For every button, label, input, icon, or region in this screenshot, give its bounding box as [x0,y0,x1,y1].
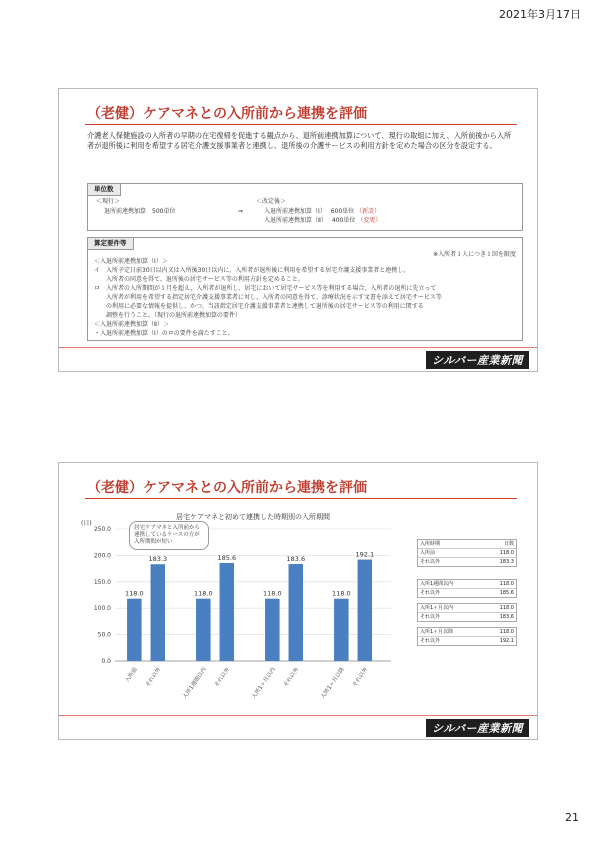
revised-label: ＜改定後＞ [256,198,287,205]
side-table-row: 入所時期 日数 [420,541,514,547]
requirement-line: 入所者が利用を希望する指定居宅介護支援事業者に対し、入所者の同意を得て、診療状況を示す文書を添えて居宅サービス等 [94,294,442,301]
side-table-row: 入所1ヶ月以降 118.0 [420,629,514,635]
side-table-row: それ以外 183.3 [420,559,514,565]
side-table-row: それ以外 183.6 [420,614,514,620]
chart-callout: 居宅ケアマネと入所前から連携しているケースの方が入所期間が短い [129,521,209,550]
data-label: 118.0 [125,589,144,598]
requirement-line: ＜入退所前連携加算（Ⅱ）＞ [94,321,169,328]
side-table-row: それ以外 185.6 [420,590,514,596]
side-table-2 [417,579,517,598]
x-tick-label: それ以外 [213,666,232,689]
current-item: 退所前連携加算 500単位 [104,208,176,215]
x-tick-label: 入所1週間以内 [182,666,208,701]
chart-area [77,507,399,711]
bar [220,563,234,661]
footer-rule [59,347,537,348]
brand-logo: シルバー産業新聞 [426,351,529,369]
bar [127,599,141,661]
unit-box-heading: 単位数 [88,184,121,196]
requirements-note: ※入所者１人につき１回を限度 [433,251,516,258]
x-tick-label: 入所1ヶ月以降 [320,666,346,701]
side-table-row: 入所前 118.0 [420,550,514,556]
y-tick-label: 200.0 [93,552,111,560]
side-table-3 [417,603,517,622]
footer-rule [59,715,537,716]
data-label: 183.6 [286,555,306,564]
slide-2 [58,462,538,740]
bar [334,599,348,661]
brand-logo: シルバー産業新聞 [426,719,529,737]
x-tick-label: 入所前 [124,666,139,684]
requirement-line: ロ 入所者の入所期間が１月を超え、入所者が退所し、居宅において居宅サービス等を利用する場合、入所者の退所に先立って [94,285,437,292]
slide-title: （老健）ケアマネとの入所前から連携を評価 [87,106,367,122]
requirements-box [87,237,523,341]
revised-item-2: 入退所前連携加算（Ⅱ） 400単位 （変更） [264,217,382,224]
bar [265,599,279,661]
slide-1 [58,88,538,372]
y-tick-label: 150.0 [93,578,111,586]
side-table-1 [417,539,517,567]
requirement-line: ＜入退所前連携加算（Ⅰ）＞ [94,258,168,265]
side-table-row: それ以外 192.1 [420,638,514,644]
y-tick-label: 50.0 [97,631,111,639]
requirement-line: 入所者の同意を得て、退所後の居宅サービス等の利用方針を定めること。 [94,276,304,283]
data-label: 185.6 [217,554,237,563]
page-date: 2021年3月17日 [499,8,581,21]
data-label: 183.3 [148,555,168,564]
title-rule [85,124,517,125]
y-axis-label: (日) [81,520,92,527]
y-tick-label: 100.0 [93,605,111,613]
x-tick-label: 入所1ヶ月以内 [251,666,277,701]
side-table-4 [417,627,517,646]
chart-title: 居宅ケアマネと初めて連携した時期別の入所期間 [176,513,330,521]
bar [358,560,372,661]
data-label: 118.0 [194,589,213,598]
bar [289,564,303,661]
y-tick-label: 250.0 [93,526,111,533]
title-rule [85,498,517,499]
bar [196,599,210,661]
page-number: 21 [565,811,579,824]
current-label: ＜現行＞ [96,198,121,205]
requirements-heading: 算定要件等 [88,238,134,250]
x-tick-label: それ以外 [351,666,370,689]
data-label: 118.0 [263,589,282,598]
data-label: 192.1 [355,550,375,559]
unit-box [87,183,523,231]
side-table-row: 入所1週間以内 118.0 [420,581,514,587]
data-label: 118.0 [332,589,351,598]
bar-chart [77,507,399,711]
requirement-line: ・入退所前連携加算（Ⅰ）のロの要件を満たすこと。 [94,330,234,337]
slide-title: （老健）ケアマネとの入所前から連携を評価 [87,480,367,496]
x-tick-label: それ以外 [282,666,301,689]
requirement-line: の利用に必要な情報を提供し、かつ、当該指定居宅介護支援事業者と連携して退所後の居宅サービス等の利用に関する [94,303,424,310]
y-tick-label: 0.0 [101,658,111,665]
requirement-line: イ 入所予定日前30日以内又は入所後30日以内に、入所者が退所後に利用を希望する居宅介護支援事業者と連携し、 [94,267,410,274]
lead-paragraph: 介護老人保健施設の入所者の早期の在宅復帰を促進する観点から、退所前連携加算について、現行の取組に加え、入所前後から入所者が退所後に利用を希望する居宅介護支援事業者と連携し、退所後の介護サービスの利用方針を定めた場合の区分を設定する。 [87,131,512,150]
revised-item-1: 入退所前連携加算（Ⅰ） 600単位 （新設） [264,208,381,215]
requirement-line: 調整を行うこと。（現行の退所前連携加算の要件） [94,312,242,319]
bar [151,564,165,661]
arrow: ⇒ [238,208,244,215]
x-tick-label: それ以外 [144,666,163,689]
side-table-row: 入所1ヶ月以内 118.0 [420,605,514,611]
